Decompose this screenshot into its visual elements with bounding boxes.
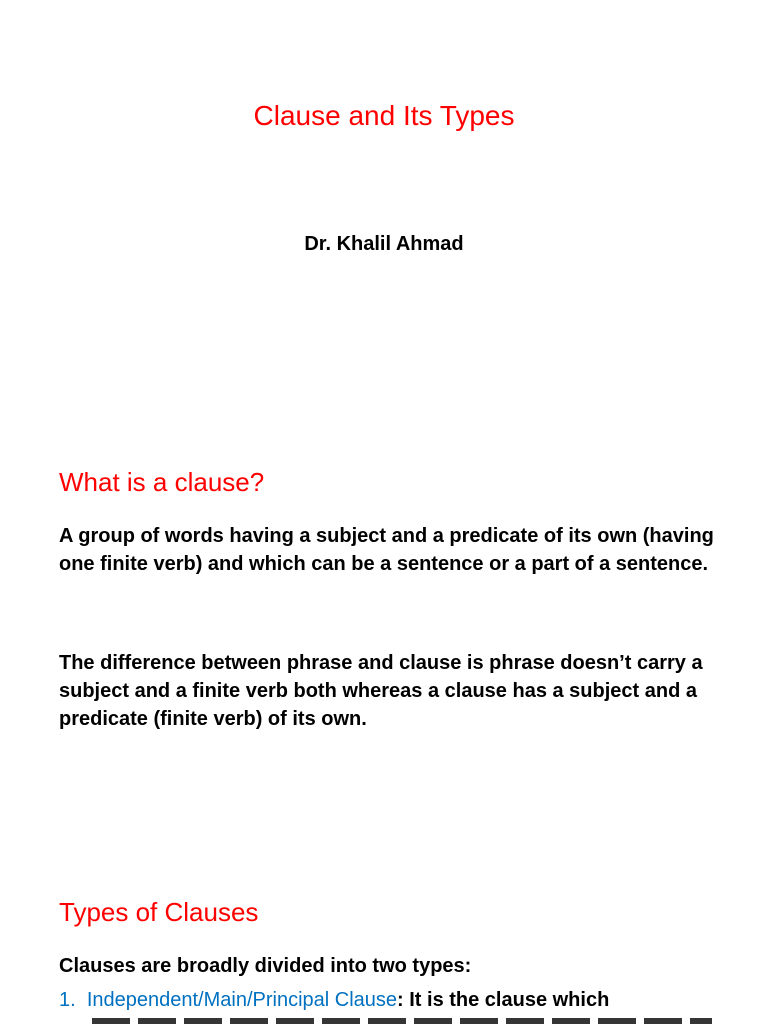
- types-intro: Clauses are broadly divided into two types:: [59, 955, 472, 977]
- list-item-independent-clause: [59, 986, 759, 1014]
- cut-off-text-line: [92, 1014, 712, 1024]
- difference-paragraph: The difference between phrase and clause is phrase doesn’t carry a subject and a finite verb both whereas a clause has a subject and a predicate (finite verb) of its own.: [59, 652, 703, 730]
- author-name: Dr. Khalil Ahmad: [304, 233, 464, 255]
- list-term: Independent/Main/Principal Clause: [86, 989, 398, 1011]
- definition-paragraph: A group of words having a subject and a predicate of its own (having one finite verb) and which can be a sentence or a part of a sentence.: [59, 525, 714, 575]
- list-number: 1.: [59, 989, 76, 1011]
- section-heading-what-is-clause: What is a clause?: [59, 467, 265, 497]
- slide-title: Clause and Its Types: [253, 100, 515, 131]
- section-heading-types: Types of Clauses: [59, 897, 259, 927]
- list-text: : It is the clause which: [397, 989, 610, 1011]
